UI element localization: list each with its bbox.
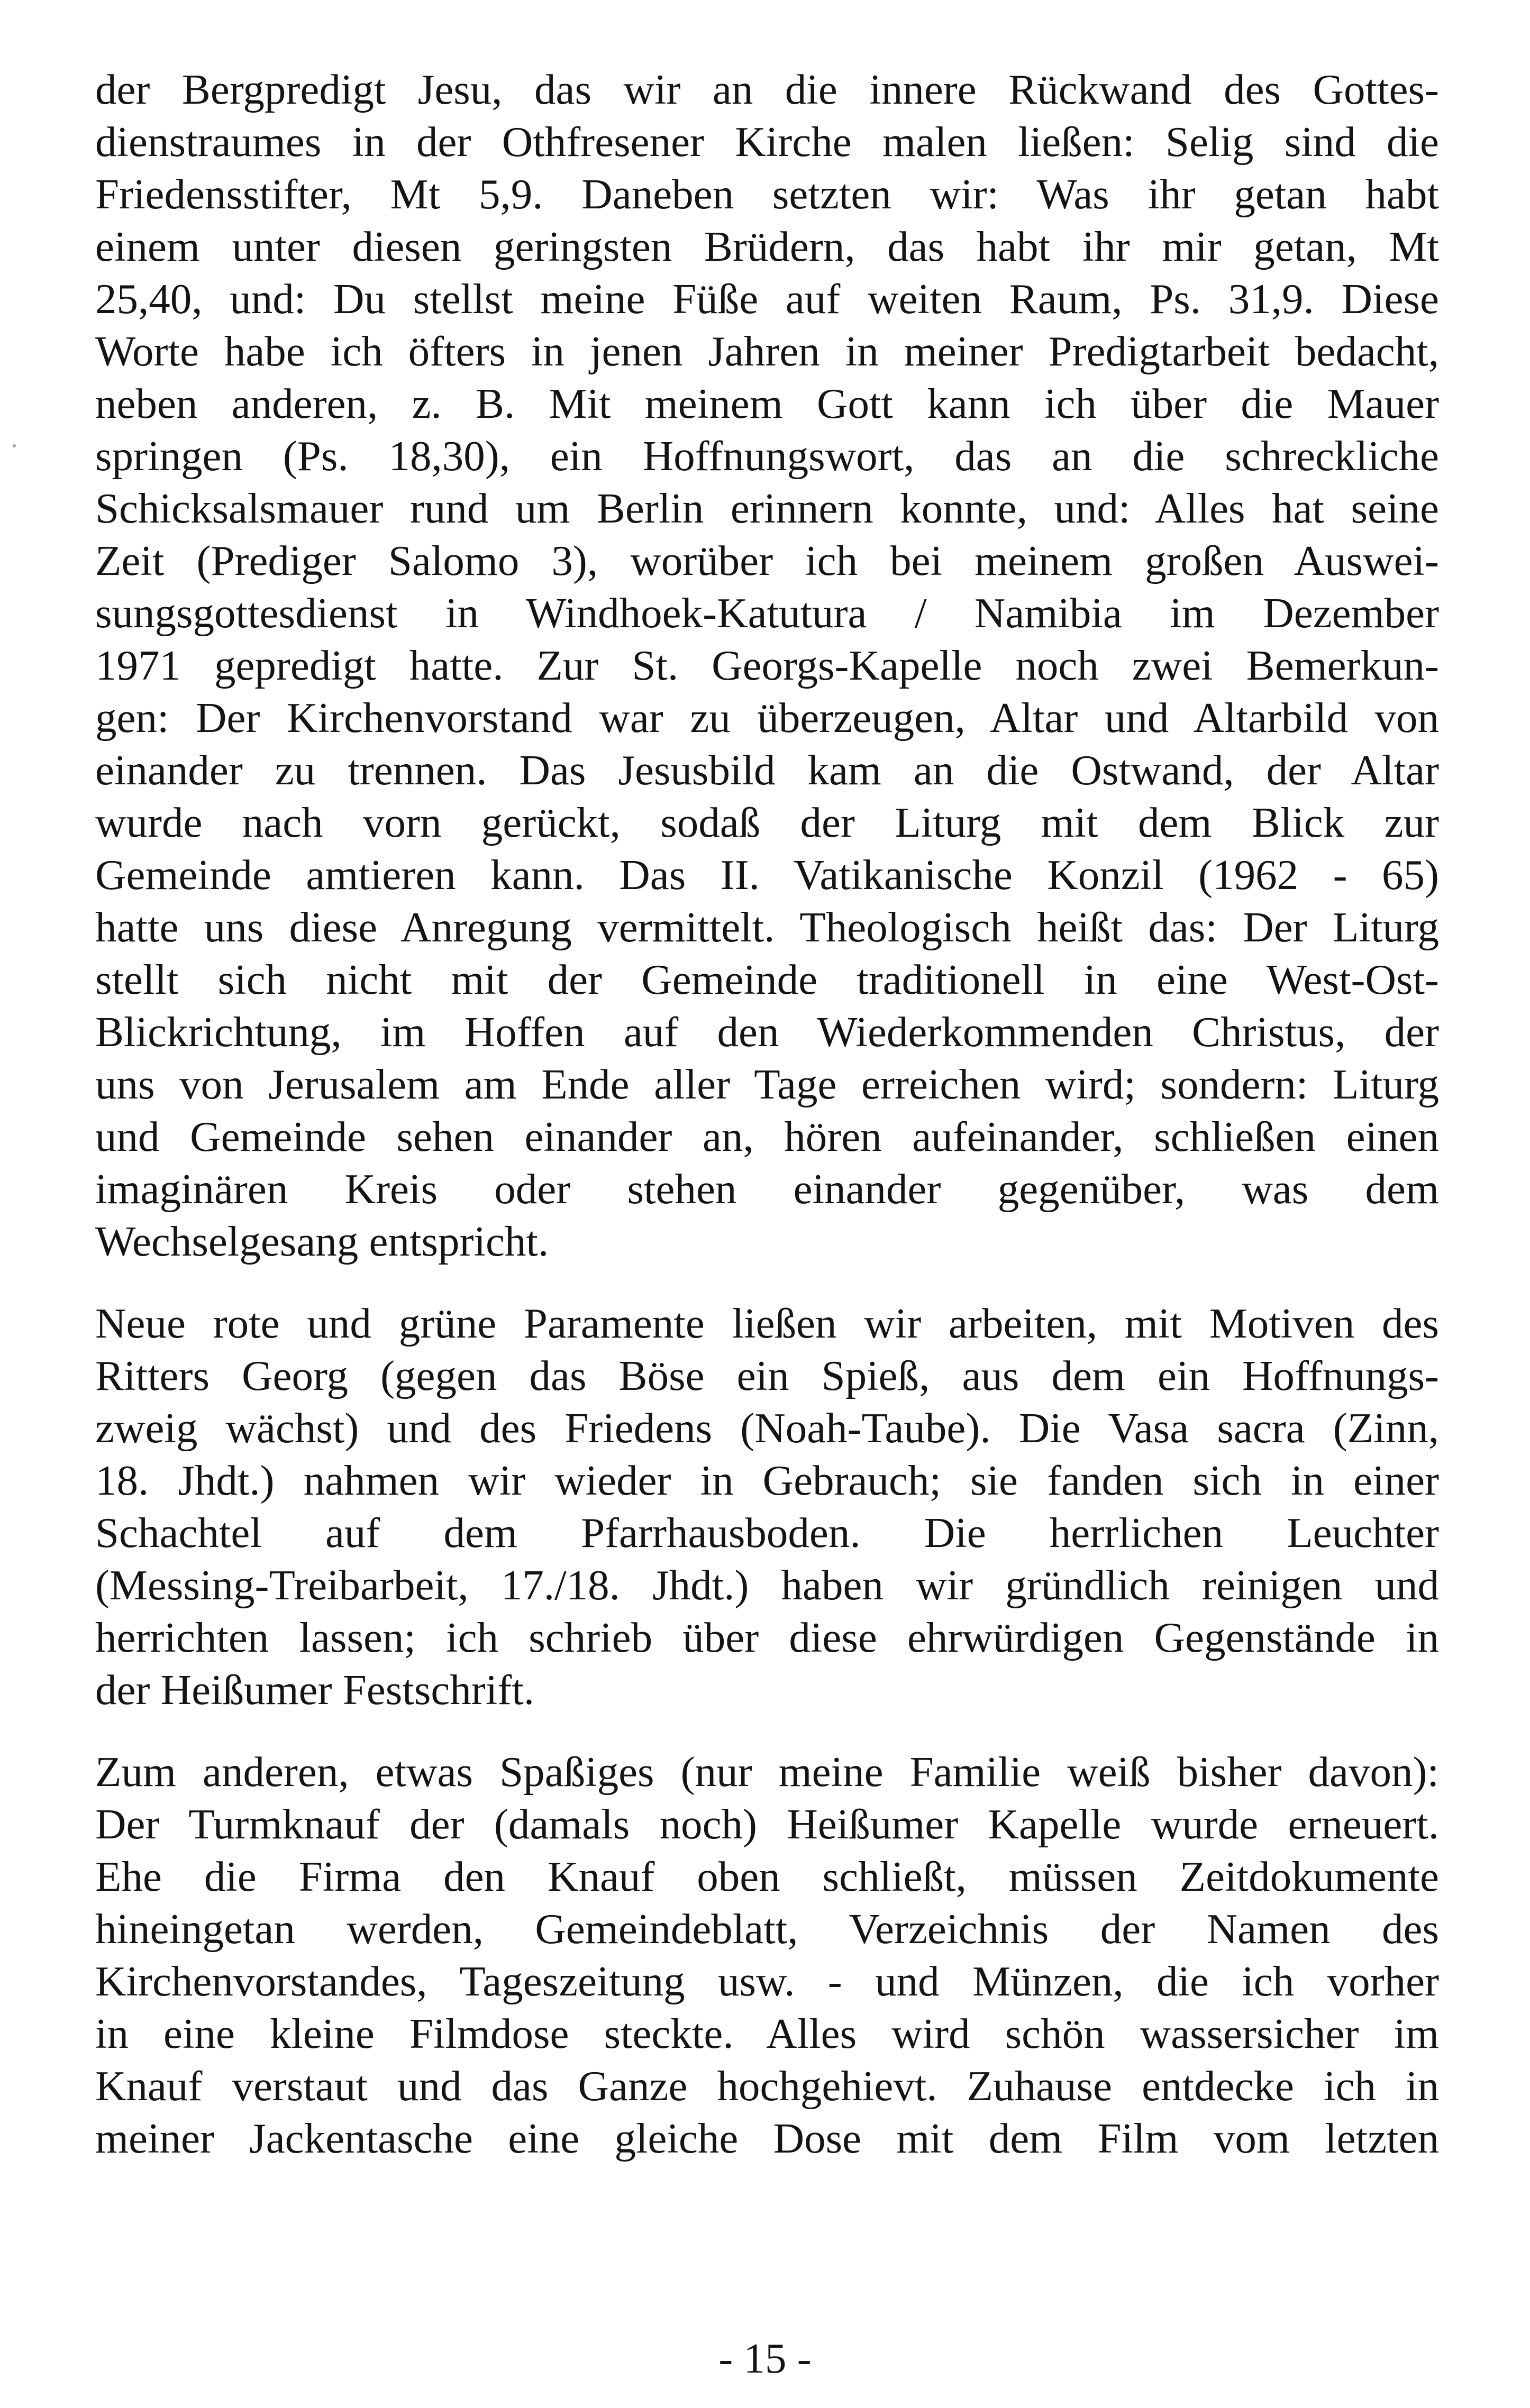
text-line: gen: Der Kirchenvorstand war zu überzeugen, Altar und Altarbild von xyxy=(95,694,1439,741)
text-line: Wechselgesang entspricht. xyxy=(95,1217,549,1265)
text-column xyxy=(95,63,1439,2165)
paragraph-1 xyxy=(95,63,1439,1268)
text-line: Zeit (Prediger Salomo 3), worüber ich bei meinem großen Auswei- xyxy=(95,537,1439,584)
text-line: herrichten lassen; ich schrieb über diese ehrwürdigen Gegenstände in xyxy=(95,1614,1439,1661)
paragraph-2 xyxy=(95,1297,1439,1716)
text-line: Schachtel auf dem Pfarrhausboden. Die herrlichen Leuchter xyxy=(95,1509,1439,1556)
text-line: 25,40, und: Du stellst meine Füße auf weiten Raum, Ps. 31,9. Diese xyxy=(95,275,1439,323)
text-line: neben anderen, z. B. Mit meinem Gott kann ich über die Mauer xyxy=(95,380,1439,427)
text-line: Kirchenvorstandes, Tageszeitung usw. - und Münzen, die ich vorher xyxy=(95,1957,1439,2005)
text-line: Blickrichtung, im Hoffen auf den Wiederkommenden Christus, der xyxy=(95,1008,1439,1056)
text-line: Schicksalsmauer rund um Berlin erinnern konnte, und: Alles hat seine xyxy=(95,484,1439,532)
text-line: Ehe die Firma den Knauf oben schließt, müssen Zeitdokumente xyxy=(95,1853,1439,1900)
paragraph-3 xyxy=(95,1746,1439,2165)
text-line: (Messing-Treibarbeit, 17./18. Jhdt.) haben wir gründlich reinigen und xyxy=(95,1561,1439,1609)
text-line: der Bergpredigt Jesu, das wir an die innere Rückwand des Gottes- xyxy=(95,66,1439,113)
text-line: in eine kleine Filmdose steckte. Alles wird schön wassersicher im xyxy=(95,2010,1439,2057)
text-line: wurde nach vorn gerückt, sodaß der Liturg mit dem Blick zur xyxy=(95,799,1439,846)
text-line: imaginären Kreis oder stehen einander gegenüber, was dem xyxy=(95,1165,1439,1213)
text-line: Gemeinde amtieren kann. Das II. Vatikanische Konzil (1962 - 65) xyxy=(95,851,1439,899)
text-line: hatte uns diese Anregung vermittelt. Theologisch heißt das: Der Liturg xyxy=(95,903,1439,951)
text-line: sungsgottesdienst in Windhoek-Katutura / Namibia im Dezember xyxy=(95,589,1439,637)
text-line: und Gemeinde sehen einander an, hören aufeinander, schließen einen xyxy=(95,1113,1439,1160)
text-line: Zum anderen, etwas Spaßiges (nur meine Familie weiß bisher davon): xyxy=(95,1748,1439,1796)
text-line: zweig wächst) und des Friedens (Noah-Taube). Die Vasa sacra (Zinn, xyxy=(95,1404,1439,1452)
text-line: der Heißumer Festschrift. xyxy=(95,1666,535,1714)
text-line: Worte habe ich öfters in jenen Jahren in meiner Predigtarbeit bedacht, xyxy=(95,327,1439,375)
text-line: meiner Jackentasche eine gleiche Dose mit dem Film vom letzten xyxy=(95,2114,1439,2162)
page-number: - 15 - xyxy=(718,2334,812,2382)
text-line: hineingetan werden, Gemeindeblatt, Verzeichnis der Namen des xyxy=(95,1905,1439,1953)
text-line: Ritters Georg (gegen das Böse ein Spieß, aus dem ein Hoffnungs- xyxy=(95,1352,1439,1399)
text-line: Knauf verstaut und das Ganze hochgehievt. Zuhause entdecke ich in xyxy=(95,2062,1439,2110)
text-line: Neue rote und grüne Paramente ließen wir arbeiten, mit Motiven des xyxy=(95,1299,1439,1347)
text-line: dienstraumes in der Othfresener Kirche malen ließen: Selig sind die xyxy=(95,118,1439,166)
text-line: uns von Jerusalem am Ende aller Tage erreichen wird; sondern: Liturg xyxy=(95,1060,1439,1108)
text-line: einem unter diesen geringsten Brüdern, das habt ihr mir getan, Mt xyxy=(95,223,1439,270)
text-line: Friedensstifter, Mt 5,9. Daneben setzten wir: Was ihr getan habt xyxy=(95,170,1439,218)
text-line: Der Turmknauf der (damals noch) Heißumer Kapelle wurde erneuert. xyxy=(95,1800,1439,1848)
text-line: 18. Jhdt.) nahmen wir wieder in Gebrauch; sie fanden sich in einer xyxy=(95,1457,1439,1504)
scan-speck xyxy=(13,444,16,447)
text-line: springen (Ps. 18,30), ein Hoffnungswort, das an die schreckliche xyxy=(95,432,1439,480)
text-line: 1971 gepredigt hatte. Zur St. Georgs-Kapelle noch zwei Bemerkun- xyxy=(95,642,1439,689)
text-line: einander zu trennen. Das Jesusbild kam an die Ostwand, der Altar xyxy=(95,746,1439,794)
text-line: stellt sich nicht mit der Gemeinde traditionell in eine West-Ost- xyxy=(95,956,1439,1003)
